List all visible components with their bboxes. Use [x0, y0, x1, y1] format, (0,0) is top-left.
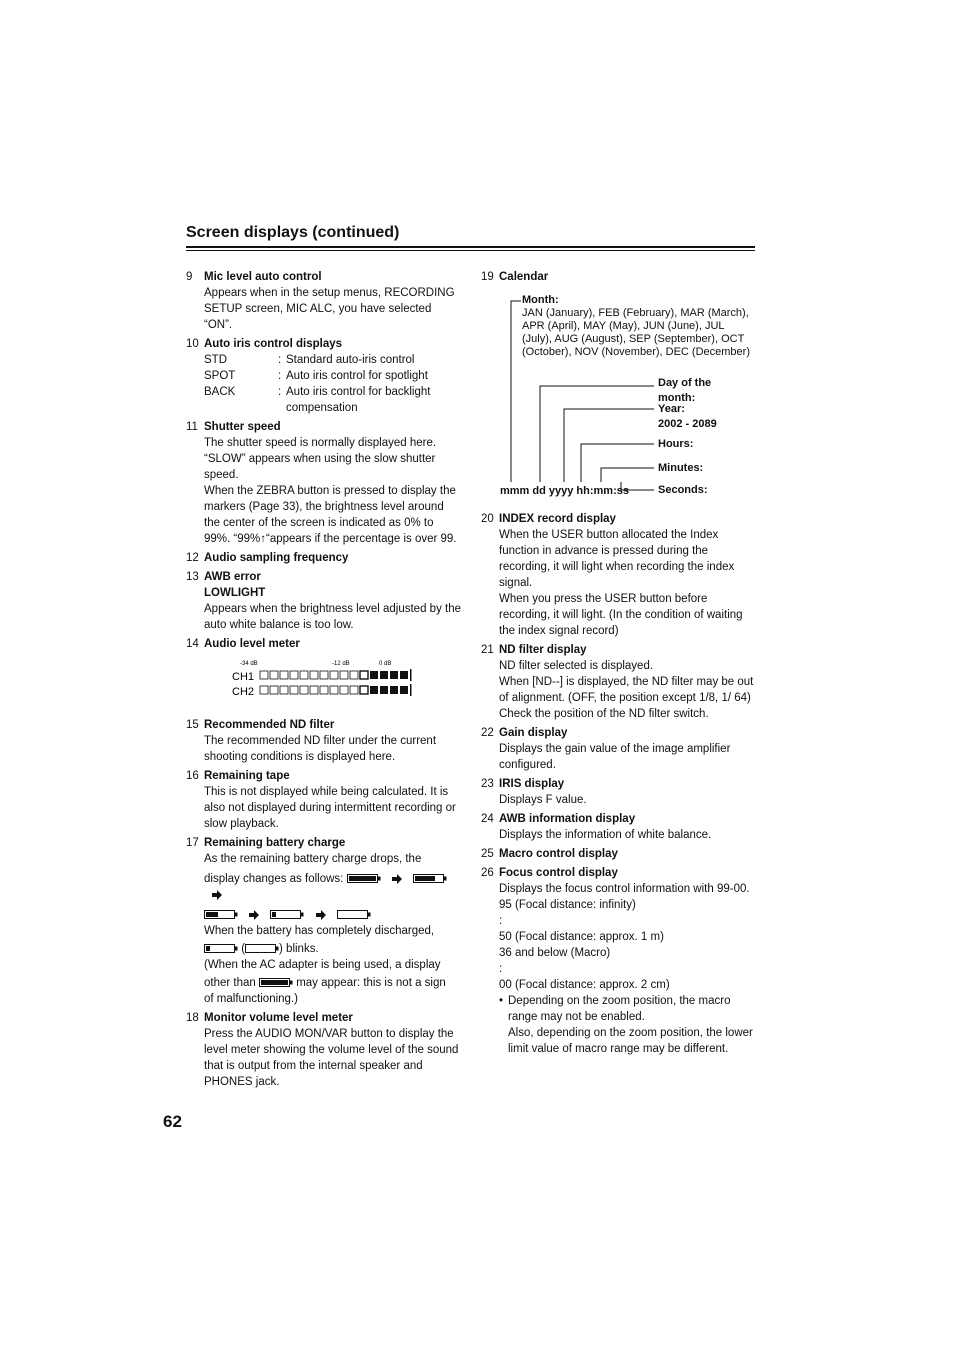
right-column [481, 269, 757, 1060]
iris-row: BACK : Auto iris control for backlight compensation [204, 386, 431, 414]
calendar-diagram [481, 285, 757, 495]
item-title: AWB information display [499, 813, 636, 825]
seconds-label: Seconds: [658, 484, 708, 496]
meter-segment [340, 671, 348, 679]
audio-meter-graphic [214, 658, 414, 706]
item-18: 18 Monitor volume level meter Press the AUDIO MON/VAR button to display the level meter showing the volume level of the sound that is output from the internal speaker and PHONES jack. [186, 1012, 459, 1088]
item-12: 12 Audio sampling frequency [186, 552, 349, 564]
battery-full-icon [347, 873, 381, 884]
meter-segment [290, 671, 298, 679]
item-title: Audio sampling frequency [204, 552, 349, 564]
item-25: 25 Macro control display [481, 848, 618, 860]
meter-segment [270, 671, 278, 679]
item-title: Auto iris control displays [204, 338, 343, 350]
db-mid-label: -12 dB [332, 661, 350, 667]
page-number: 62 [163, 1112, 182, 1131]
item-title: Shutter speed [204, 421, 281, 433]
iris-row: STD : Standard auto-iris control [204, 354, 415, 366]
meter-segment [320, 686, 328, 694]
title-rule [186, 246, 755, 248]
meter-segment [300, 686, 308, 694]
meter-segment-filled [390, 671, 398, 679]
meter-peak-segment [360, 686, 368, 694]
db-left-label: -34 dB [240, 661, 258, 667]
battery-full-icon [259, 977, 293, 988]
hours-label: Hours: [658, 438, 694, 450]
page-title: Screen displays (continued) [186, 224, 400, 241]
battery-three-quarter-icon [413, 873, 447, 884]
arrow-right-icon [392, 874, 402, 884]
meter-end-bar [410, 684, 412, 696]
item-title: Remaining battery charge [204, 837, 346, 849]
item-23: 23 IRIS display Displays F value. [481, 778, 587, 806]
arrow-right-icon [316, 910, 326, 920]
item-26: 26 Focus control display Displays the focus control information with 99-00. 95 (Focal distance: infinity) : 50 (Focal distance: approx. 1 m) 36 and below (Macro) : 00 (Focal distance: approx. 2 cm) • Depending on the zoom position, the macro range may not be enabled. Also, depending on the zoom position, the lower limit value of macro range may be different. [481, 865, 757, 1057]
meter-segment [310, 671, 318, 679]
item-10: 10 Auto iris control displays STD : Standard auto-iris control SPOT : Auto iris control for spotlight BACK : Auto iris control for backlight compensation [186, 336, 461, 416]
meter-segment [330, 686, 338, 694]
meter-segment [320, 671, 328, 679]
ch1-label: CH1 [232, 671, 255, 683]
item-9: 9 Mic level auto control Appears when in the setup menus, RECORDING SETUP screen, MIC ALC, you have selected “ON”. [186, 269, 461, 333]
item-13: 13 AWB error LOWLIGHT Appears when the brightness level adjusted by the auto white balance is too low. [186, 571, 461, 631]
item-19: 19 Calendar Month: JAN (January), FEB (February), MAR (March), APR (April), MAY (May), JUN (June), JUL (July), AUG (August), SEP (September), OCT (October), NOV (November), DEC (December) Day of the month: Year: 2002 - 2089 Hours: Minutes: Seconds: mmm dd yyyy hh:mm:ss [481, 269, 757, 495]
item-20: 20 INDEX record display When the USER button allocated the Index function in advance is pressed during the recording, it will light when recording the index signal. When you press the USER button before recording, it will light. (In the condition of waiting the index signal record) [481, 513, 743, 637]
meter-segment [260, 686, 268, 694]
item-title: Focus control display [499, 867, 618, 879]
item-title: Remaining tape [204, 770, 290, 782]
item-title: Macro control display [499, 848, 618, 860]
meter-segment [290, 686, 298, 694]
item-body: Appears when in the setup menus, RECORDING SETUP screen, MIC ALC, you have selected “ON”. [204, 287, 455, 331]
item-21: 21 ND filter display ND filter selected is displayed. When [ND--] is displayed, the ND filter may be out of alignment. (OFF, the position except 1/8, 1/ 64) Check the position of the ND filter switch. [481, 644, 754, 720]
bullet-list [499, 993, 757, 1057]
year-label: Year: [658, 403, 685, 415]
meter-segment [300, 671, 308, 679]
minutes-label: Minutes: [658, 462, 704, 474]
db-right-label: 0 dB [379, 661, 392, 667]
item-title: Mic level auto control [204, 271, 322, 283]
meter-segment [330, 671, 338, 679]
item-15: 15 Recommended ND filter The recommended ND filter under the current shooting conditions is displayed here. [186, 719, 437, 763]
meter-segment [340, 686, 348, 694]
day-label: Day of the [658, 377, 712, 389]
meter-segment-filled [370, 686, 378, 694]
arrow-right-icon [249, 910, 259, 920]
item-16: 16 Remaining tape This is not displayed while being calculated. It is also not displayed during intermittent recording or slow playback. [186, 770, 456, 830]
meter-segment [310, 686, 318, 694]
meter-segment [270, 686, 278, 694]
iris-row: SPOT : Auto iris control for spotlight [204, 370, 428, 382]
year-range: 2002 - 2089 [658, 418, 717, 430]
item-title: INDEX record display [499, 513, 616, 525]
meter-segment-filled [380, 686, 388, 694]
meter-peak-segment [360, 671, 368, 679]
meter-end-bar [410, 669, 412, 681]
audio-level-meter [214, 658, 461, 711]
item-title: Calendar [499, 271, 549, 283]
item-title: Audio level meter [204, 638, 300, 650]
item-title: ND filter display [499, 644, 587, 656]
item-title: Gain display [499, 727, 568, 739]
item-title: IRIS display [499, 778, 565, 790]
meter-segment-filled [400, 686, 408, 694]
item-17: 17 Remaining battery charge As the remaining battery charge drops, the display changes as follows: When the battery has completely discharged, ( ) blinks. (When the AC adapter is being used, a display other than may appear: this is not a sign of malfunctioning.) [186, 837, 446, 1005]
list-item: • Depending on the zoom position, the macro range may not be enabled. Also, depending on the zoom position, the lower limit value of macro range may be different. [499, 995, 753, 1055]
item-14: 14 Audio level meter -34 dB -12 dB 0 dB CH1 CH2 [186, 636, 461, 711]
item-22: 22 Gain display Displays the gain value of the image amplifier configured. [481, 727, 731, 771]
meter-segment [350, 686, 358, 694]
item-title: AWB error [204, 571, 261, 583]
meter-segment [280, 671, 288, 679]
meter-segment [260, 671, 268, 679]
meter-segment-filled [390, 686, 398, 694]
item-24: 24 AWB information display Displays the information of white balance. [481, 813, 712, 841]
month-label: Month: [522, 294, 559, 306]
meter-segment-filled [380, 671, 388, 679]
meter-segment [280, 686, 288, 694]
day-label-2: month: [658, 392, 696, 404]
battery-empty-icon [337, 909, 371, 920]
month-list: JAN (January), FEB (February), MAR (March), APR (April), MAY (May), JUN (June), JUL (July), AUG (August), SEP (September), OCT (October), NOV (November), DEC (December) [522, 307, 750, 358]
ch2-label: CH2 [232, 686, 255, 698]
meter-segment-filled [370, 671, 378, 679]
battery-half-icon [204, 909, 238, 920]
battery-low-icon [270, 909, 304, 920]
item-title: Recommended ND filter [204, 719, 335, 731]
battery-empty-icon [245, 943, 279, 954]
item-11: 11 Shutter speed The shutter speed is normally displayed here. “SLOW” appears when using the slow shutter speed. When the ZEBRA button is pressed to display the markers (Page 33), the brightness level around the center of the screen is indicated as 0% to 99%. “99%↑“appears if the percentage is over 99. [186, 421, 457, 545]
battery-low-icon [204, 943, 238, 954]
calendar-format: mmm dd yyyy hh:mm:ss [500, 485, 629, 497]
item-title: Monitor volume level meter [204, 1012, 353, 1024]
meter-segment-filled [400, 671, 408, 679]
meter-segment [350, 671, 358, 679]
title-rule-thin [186, 250, 755, 251]
arrow-right-icon [212, 890, 222, 900]
left-column [186, 269, 461, 1093]
